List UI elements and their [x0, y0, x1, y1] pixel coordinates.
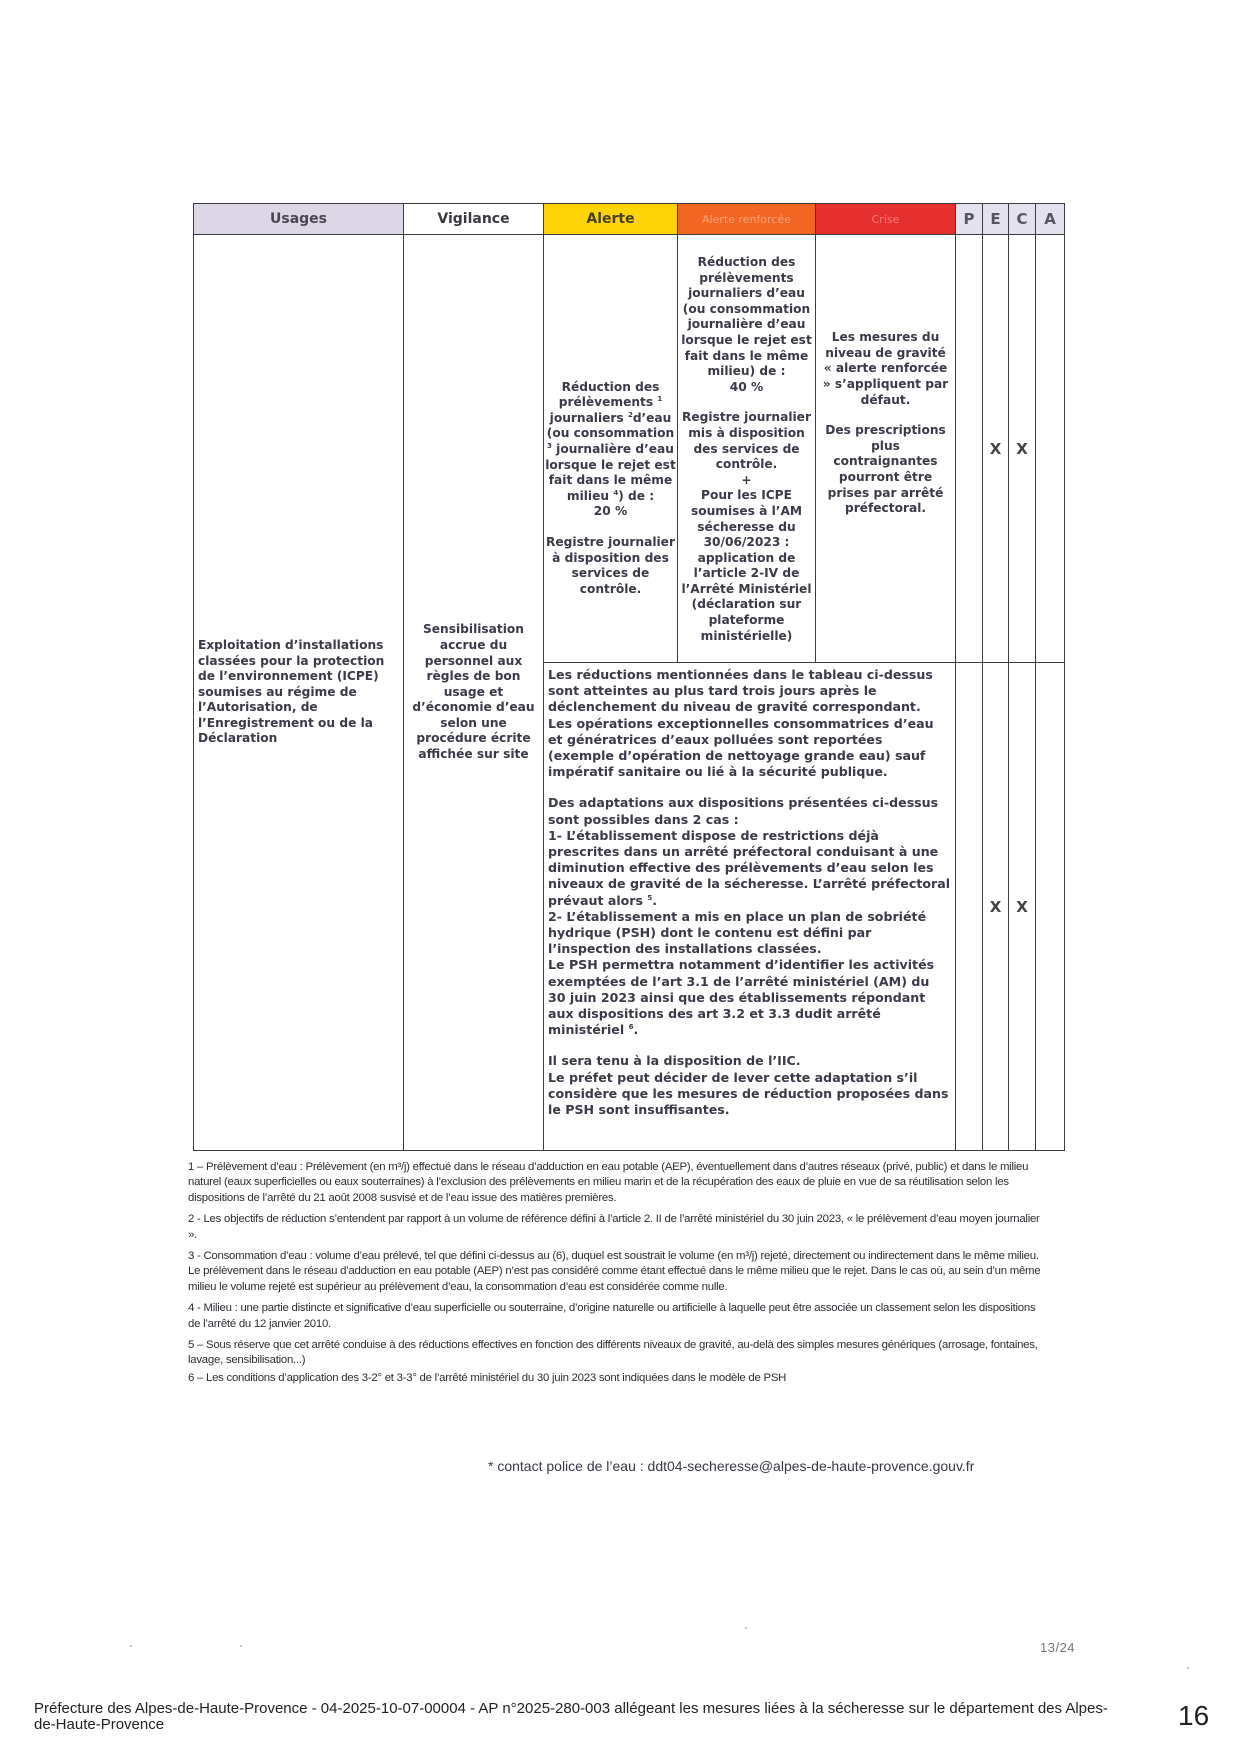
- alerte-renforcee-cell: [678, 235, 816, 663]
- alerte-line: Réduction des: [561, 379, 660, 394]
- alerte-reduction: [544, 380, 677, 520]
- footnote-ref: 6: [628, 1023, 634, 1032]
- scan-page-number: 13/24: [1040, 1640, 1076, 1655]
- document-page-number: 16: [1178, 1700, 1210, 1731]
- alerte-line: journalière d’eau lorsque le rejet est fait dans le même milieu: [545, 442, 676, 503]
- vigilance-cell: [404, 235, 544, 1151]
- row2-mark-a: [1036, 663, 1065, 1151]
- row2-mark-e: X: [983, 663, 1009, 1151]
- footnote-ref: 1: [657, 395, 663, 404]
- header-a: A: [1036, 204, 1065, 235]
- conditions-case-2: 2- L’établissement a mis en place un plan de sobriété hydrique (PSH) dont le contenu est défini par l’inspection des installations classées.: [548, 908, 927, 957]
- conditions-case-1: [548, 828, 951, 909]
- table-row-levels: [194, 235, 1065, 663]
- document-footer: Préfecture des Alpes-de-Haute-Provence - 04-2025-10-07-00004 - AP n°2025-280-003 allégeant les mesures liées à la sécheresse sur le département des Alpes-de-Haute-Provence: [34, 1700, 1108, 1733]
- row2-mark-p: [956, 663, 983, 1151]
- conditions-psh: [548, 957, 951, 1038]
- case-1-text: 1- L’établissement dispose de restrictions déjà prescrites dans un arrêté préfectoral conduisant à une diminution effective des prélèvements d’eau selon les niveaux de gravité de la sécheresse. L’arrêté préfectoral prévaut alors: [548, 827, 951, 908]
- row1-mark-c: X: [1009, 235, 1036, 663]
- alerte-percent: 20 %: [593, 504, 628, 519]
- footnote-ref: 2: [627, 410, 633, 419]
- alerte-renforcee-percent: 40 %: [729, 379, 764, 394]
- row1-mark-p: [956, 235, 983, 663]
- alerte-renforcee-registre: Registre journalier mis à disposition des services de contrôle.: [682, 410, 811, 472]
- crise-cell: [816, 235, 956, 663]
- alerte-line: d’eau (ou consommation: [546, 410, 675, 441]
- conditions-para-2: Les opérations exceptionnelles consommatrices d’eau et génératrices d’eaux polluées sont reportées (exemple d’opération de nettoyage grande eau) sauf impératif sanitaire ou lié à la sécurité publique.: [548, 715, 934, 780]
- alerte-line: ) de :: [618, 488, 655, 503]
- usage-text: Exploitation d’installations classées pour la protection de l’environnement (ICPE) soumises au régime de l’Autorisation, de l’Enregistrement ou de la Déclaration: [198, 637, 385, 746]
- conditions-cell: [544, 663, 956, 1151]
- contact-line: * contact police de l’eau : ddt04-secheresse@alpes-de-haute-provence.gouv.fr: [488, 1458, 975, 1474]
- footnote-3: 3 - Consommation d’eau : volume d’eau prélevé, tel que défini ci-dessus au (6), duquel est soustrait le volume (en m³/j) rejeté, directement ou indirectement dans le même milieu.: [188, 1250, 1039, 1263]
- footnote-1: 1 – Prélèvement d’eau : Prélèvement (en m³/j) effectué dans le réseau d’adduction en eau potable (AEP), éventuellement dans d’autres réseaux (privé, public) et dans le milieu naturel (eaux superficielles ou eaux souterraines) à l’exclusion des prélèvements en milieu marin et de la récupération des eaux de pluie en vue de sa réutilisation selon les dispositions de l’arrêté du 21 août 2008 susvisé et de l’eau issue des matières premières.: [188, 1161, 1029, 1204]
- crise-text-2: Des prescriptions plus contraignantes pourront être prises par arrêté préfectoral.: [825, 423, 946, 516]
- header-e: E: [983, 204, 1009, 235]
- header-p: P: [956, 204, 983, 235]
- row2-mark-c: X: [1009, 663, 1036, 1151]
- alerte-line: journaliers: [549, 410, 624, 425]
- drought-measures-table: [193, 203, 1065, 1151]
- header-alerte-renforcee: Alerte renforcée: [678, 204, 816, 235]
- alerte-cell: [544, 235, 678, 663]
- header-crise: Crise: [816, 204, 956, 235]
- footnote-6: 6 – Les conditions d’application des 3-2° et 3-3° de l’arrêté ministériel du 30 juin 2023 sont indiquées dans le modèle de PSH: [188, 1371, 787, 1384]
- row1-mark-e: X: [983, 235, 1009, 663]
- crise-text-1: Les mesures du niveau de gravité « alerte renforcée » s’appliquent par défaut.: [822, 330, 949, 407]
- punctuation: .: [633, 1022, 639, 1038]
- alerte-renforcee-reduction: Réduction des prélèvements journaliers d’eau (ou consommation journalière d’eau lorsque le rejet est fait dans le même milieu) de :: [681, 255, 812, 379]
- footnote-2: 2 - Les objectifs de réduction s’entendent par rapport à un volume de référence défini à l’article 2. II de l’arrêté ministériel du 30 juin 2023, « le prélèvement d’eau moyen journalier ».: [188, 1213, 1040, 1241]
- conditions-prefet: Le préfet peut décider de lever cette adaptation s’il considère que les mesures de réduction proposées dans le PSH sont insuffisantes.: [548, 1069, 949, 1118]
- conditions-para-1: Les réductions mentionnées dans le tableau ci-dessus sont atteintes au plus tard trois jours après le déclenchement du niveau de gravité correspondant.: [548, 667, 933, 715]
- scan-speck: [130, 1645, 132, 1647]
- plus-sign: +: [741, 472, 752, 487]
- header-alerte: Alerte: [544, 204, 678, 235]
- alerte-renforcee-icpe: Pour les ICPE soumises à l’AM sécheresse du 30/06/2023 : application de l’article 2-IV de l’Arrêté Ministériel (déclaration sur plateforme ministérielle): [681, 488, 812, 643]
- conditions-iic: Il sera tenu à la disposition de l’IIC.: [548, 1053, 801, 1069]
- footnote-ref: 3: [547, 441, 552, 450]
- header-c: C: [1009, 204, 1036, 235]
- scan-speck: [240, 1645, 242, 1647]
- alerte-line: prélèvements: [558, 395, 654, 410]
- scan-speck: [1187, 1667, 1189, 1669]
- footnotes: [188, 1160, 1048, 1392]
- punctuation: .: [652, 892, 658, 908]
- header-row: [194, 204, 1065, 235]
- header-vigilance: Vigilance: [404, 204, 544, 235]
- footnote-3-continued: Le prélèvement dans le réseau d’adduction en eau potable (AEP) n’est pas considéré comme étant effectué dans le même milieu que le rejet. Dans le cas où, au sein d’un même milieu le volume rejeté est supérieur au prélèvement d’eau, la consommation d’eau est considérée comme nulle.: [188, 1265, 1041, 1293]
- scan-speck: [745, 1627, 747, 1629]
- conditions-para-3: Des adaptations aux dispositions présentées ci-dessus sont possibles dans 2 cas :: [548, 795, 939, 827]
- footnote-ref: 4: [613, 488, 619, 497]
- header-usages: Usages: [194, 204, 404, 235]
- footnote-ref: 5: [647, 893, 653, 902]
- vigilance-text: Sensibilisation accrue du personnel aux règles de bon usage et d’économie d’eau selon une procédure écrite affichée sur site: [412, 622, 535, 762]
- footnote-5: 5 – Sous réserve que cet arrêté conduise à des réductions effectives en fonction des différents niveaux de gravité, au-delà des simples mesures génériques (arrosage, fontaines, lavage, sensibilisation...): [188, 1339, 1038, 1367]
- row1-mark-a: [1036, 235, 1065, 663]
- psh-text: Le PSH permettra notamment d’identifier les activités exemptées de l’art 3.1 de l’arrêté ministériel (AM) du 30 juin 2023 ainsi que des établissements répondant aux dispositions des art 3.2 et 3.3 dudit arrêté ministériel: [548, 957, 935, 1038]
- footnote-4: 4 - Milieu : une partie distincte et significative d’eau superficielle ou souterraine, d’origine naturelle ou artificielle à laquelle peut être associée un classement selon les dispositions de l’arrêté du 12 janvier 2010.: [188, 1302, 1036, 1330]
- usage-cell: [194, 235, 404, 1151]
- alerte-registre: Registre journalier à disposition des services de contrôle.: [546, 534, 675, 596]
